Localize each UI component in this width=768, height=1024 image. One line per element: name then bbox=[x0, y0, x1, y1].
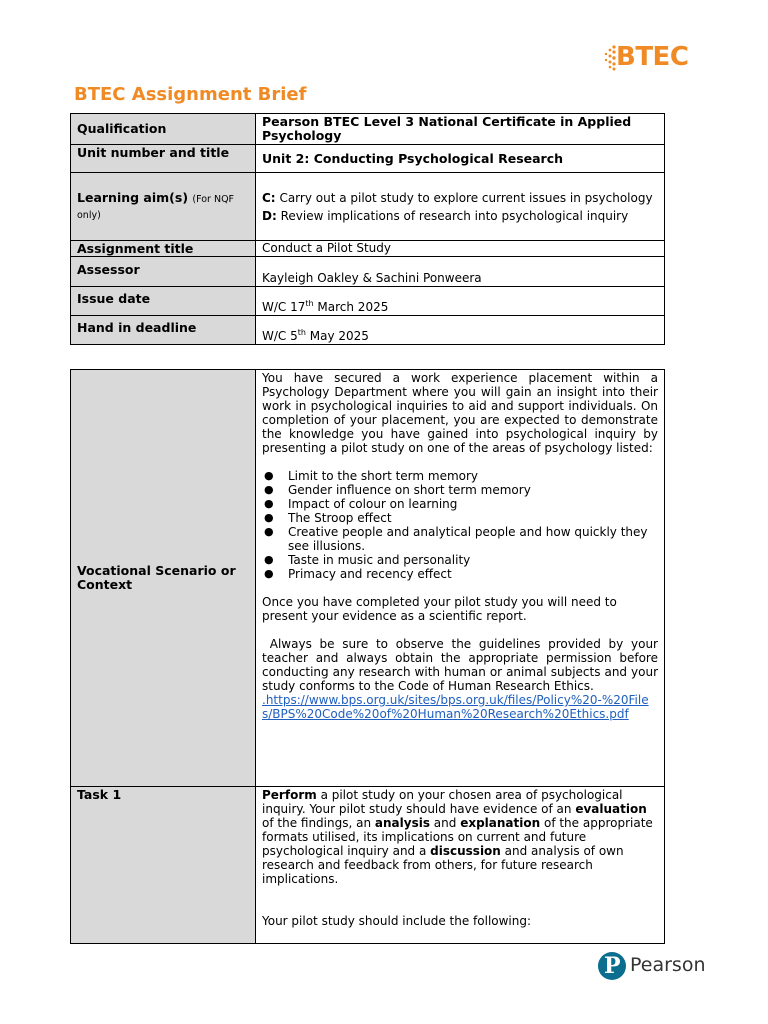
task1-analysis: analysis bbox=[374, 816, 430, 830]
list-item: ● The Stroop effect bbox=[262, 511, 658, 525]
learning-aims-note: (For NQF only) bbox=[77, 193, 235, 221]
learning-aims-label bbox=[71, 173, 256, 241]
list-item: ● Gender influence on short term memory bbox=[262, 483, 658, 497]
deadline-suffix: May 2025 bbox=[305, 329, 369, 343]
task1-text-2: of the findings, an bbox=[262, 816, 375, 830]
qualification-value: Pearson BTEC Level 3 National Certificate in Applied Psychology bbox=[256, 114, 665, 145]
list-item: ● Creative people and analytical people and how quickly they see illusions. bbox=[262, 525, 658, 553]
btec-logo bbox=[602, 42, 702, 76]
aim-d-code: D: bbox=[262, 208, 277, 223]
scenario-label: Vocational Scenario or Context bbox=[71, 370, 256, 787]
deadline-row bbox=[71, 316, 665, 345]
scenario-content bbox=[256, 370, 665, 787]
list-item: ● Taste in music and personality bbox=[262, 553, 658, 567]
aim-c-text: Carry out a pilot study to explore current issues in psychology bbox=[279, 190, 653, 205]
assessor-row bbox=[71, 257, 665, 287]
pearson-logo-text: Pearson bbox=[630, 954, 706, 976]
task1-row bbox=[71, 787, 665, 944]
learning-aims-value bbox=[256, 173, 665, 241]
task1-text-3: and bbox=[429, 816, 461, 830]
deadline-label: Hand in deadline bbox=[71, 316, 256, 345]
unit-value: Unit 2: Conducting Psychological Research bbox=[256, 145, 665, 173]
task1-text-5: and analysis of own research and feedback from others, for future research implications. bbox=[262, 844, 624, 886]
ethics-code-link[interactable]: .https://www.bps.org.uk/sites/bps.org.uk/files/Policy%20-%20Files/BPS%20Code%20of%20Human%20Research%20Ethics.pdf bbox=[262, 693, 649, 721]
pearson-mark: P bbox=[604, 953, 621, 979]
list-item: ● Limit to the short term memory bbox=[262, 469, 658, 483]
scenario-intro: You have secured a work experience placement within a Psychology Department where you will gain an insight into their work in psychological inquiries to aid and support individuals. On completion of your placement, you are expected to demonstrate the knowledge you have gained into psychological inquiry by presenting a pilot study on one of the areas of psychology listed: bbox=[262, 371, 658, 455]
assignment-title-label: Assignment title bbox=[71, 241, 256, 257]
task1-description bbox=[262, 788, 658, 886]
assessor-value: Kayleigh Oakley & Sachini Ponweera bbox=[256, 257, 665, 287]
list-item: ● Primacy and recency effect bbox=[262, 567, 658, 581]
task1-evaluation: evaluation bbox=[575, 802, 647, 816]
assignment-title-row bbox=[71, 241, 665, 257]
qualification-label: Qualification bbox=[71, 114, 256, 145]
task1-text-4: of the appropriate formats utilised, its implications on current and future psychological inquiry and a bbox=[262, 816, 653, 858]
deadline-sup: th bbox=[297, 328, 306, 337]
aim-d bbox=[262, 209, 658, 223]
learning-aims-row bbox=[71, 173, 665, 241]
issue-date-label: Issue date bbox=[71, 287, 256, 316]
deadline-prefix: W/C 5 bbox=[262, 329, 298, 343]
issue-date-sup: th bbox=[305, 299, 314, 308]
pearson-mark-icon bbox=[598, 952, 626, 980]
assessor-label: Assessor bbox=[71, 257, 256, 287]
task1-label: Task 1 bbox=[71, 787, 256, 944]
task1-text-1: a pilot study on your chosen area of psychological inquiry. Your pilot study should have evidence of an bbox=[262, 788, 623, 816]
task1-perform: Perform bbox=[262, 788, 317, 802]
deadline-value bbox=[256, 316, 665, 345]
aim-d-text: Review implications of research into psychological inquiry bbox=[280, 208, 629, 223]
aim-c-code: C: bbox=[262, 190, 276, 205]
task1-discussion: discussion bbox=[430, 844, 501, 858]
scenario-task-table bbox=[70, 369, 665, 944]
issue-date-value bbox=[256, 287, 665, 316]
issue-date-row bbox=[71, 287, 665, 316]
list-item: ● Impact of colour on learning bbox=[262, 497, 658, 511]
issue-date-prefix: W/C 17 bbox=[262, 300, 306, 314]
scenario-row bbox=[71, 370, 665, 787]
task1-include-note: Your pilot study should include the following: bbox=[262, 914, 532, 928]
report-note: Once you have completed your pilot study you will need to present your evidence as a scientific report. bbox=[262, 595, 617, 623]
btec-logo-text: BTEC bbox=[616, 42, 689, 72]
unit-label: Unit number and title bbox=[71, 145, 256, 173]
pearson-logo bbox=[598, 952, 708, 982]
aim-c bbox=[262, 191, 658, 205]
unit-row bbox=[71, 145, 665, 173]
task1-explanation: explanation bbox=[460, 816, 541, 830]
issue-date-suffix: March 2025 bbox=[313, 300, 389, 314]
assignment-info-table bbox=[70, 113, 665, 345]
topic-list bbox=[262, 469, 658, 581]
learning-aims-label-text: Learning aim(s) bbox=[77, 189, 189, 205]
page-title: BTEC Assignment Brief bbox=[74, 84, 307, 105]
ethics-note: Always be sure to observe the guidelines provided by your teacher and always obtain the appropriate permission before conducting any research with human or animal subjects and your study conforms to the Code of Human Research Ethics. bbox=[262, 637, 662, 693]
assignment-title-value: Conduct a Pilot Study bbox=[256, 241, 665, 257]
qualification-row bbox=[71, 114, 665, 145]
task1-content bbox=[256, 787, 665, 944]
